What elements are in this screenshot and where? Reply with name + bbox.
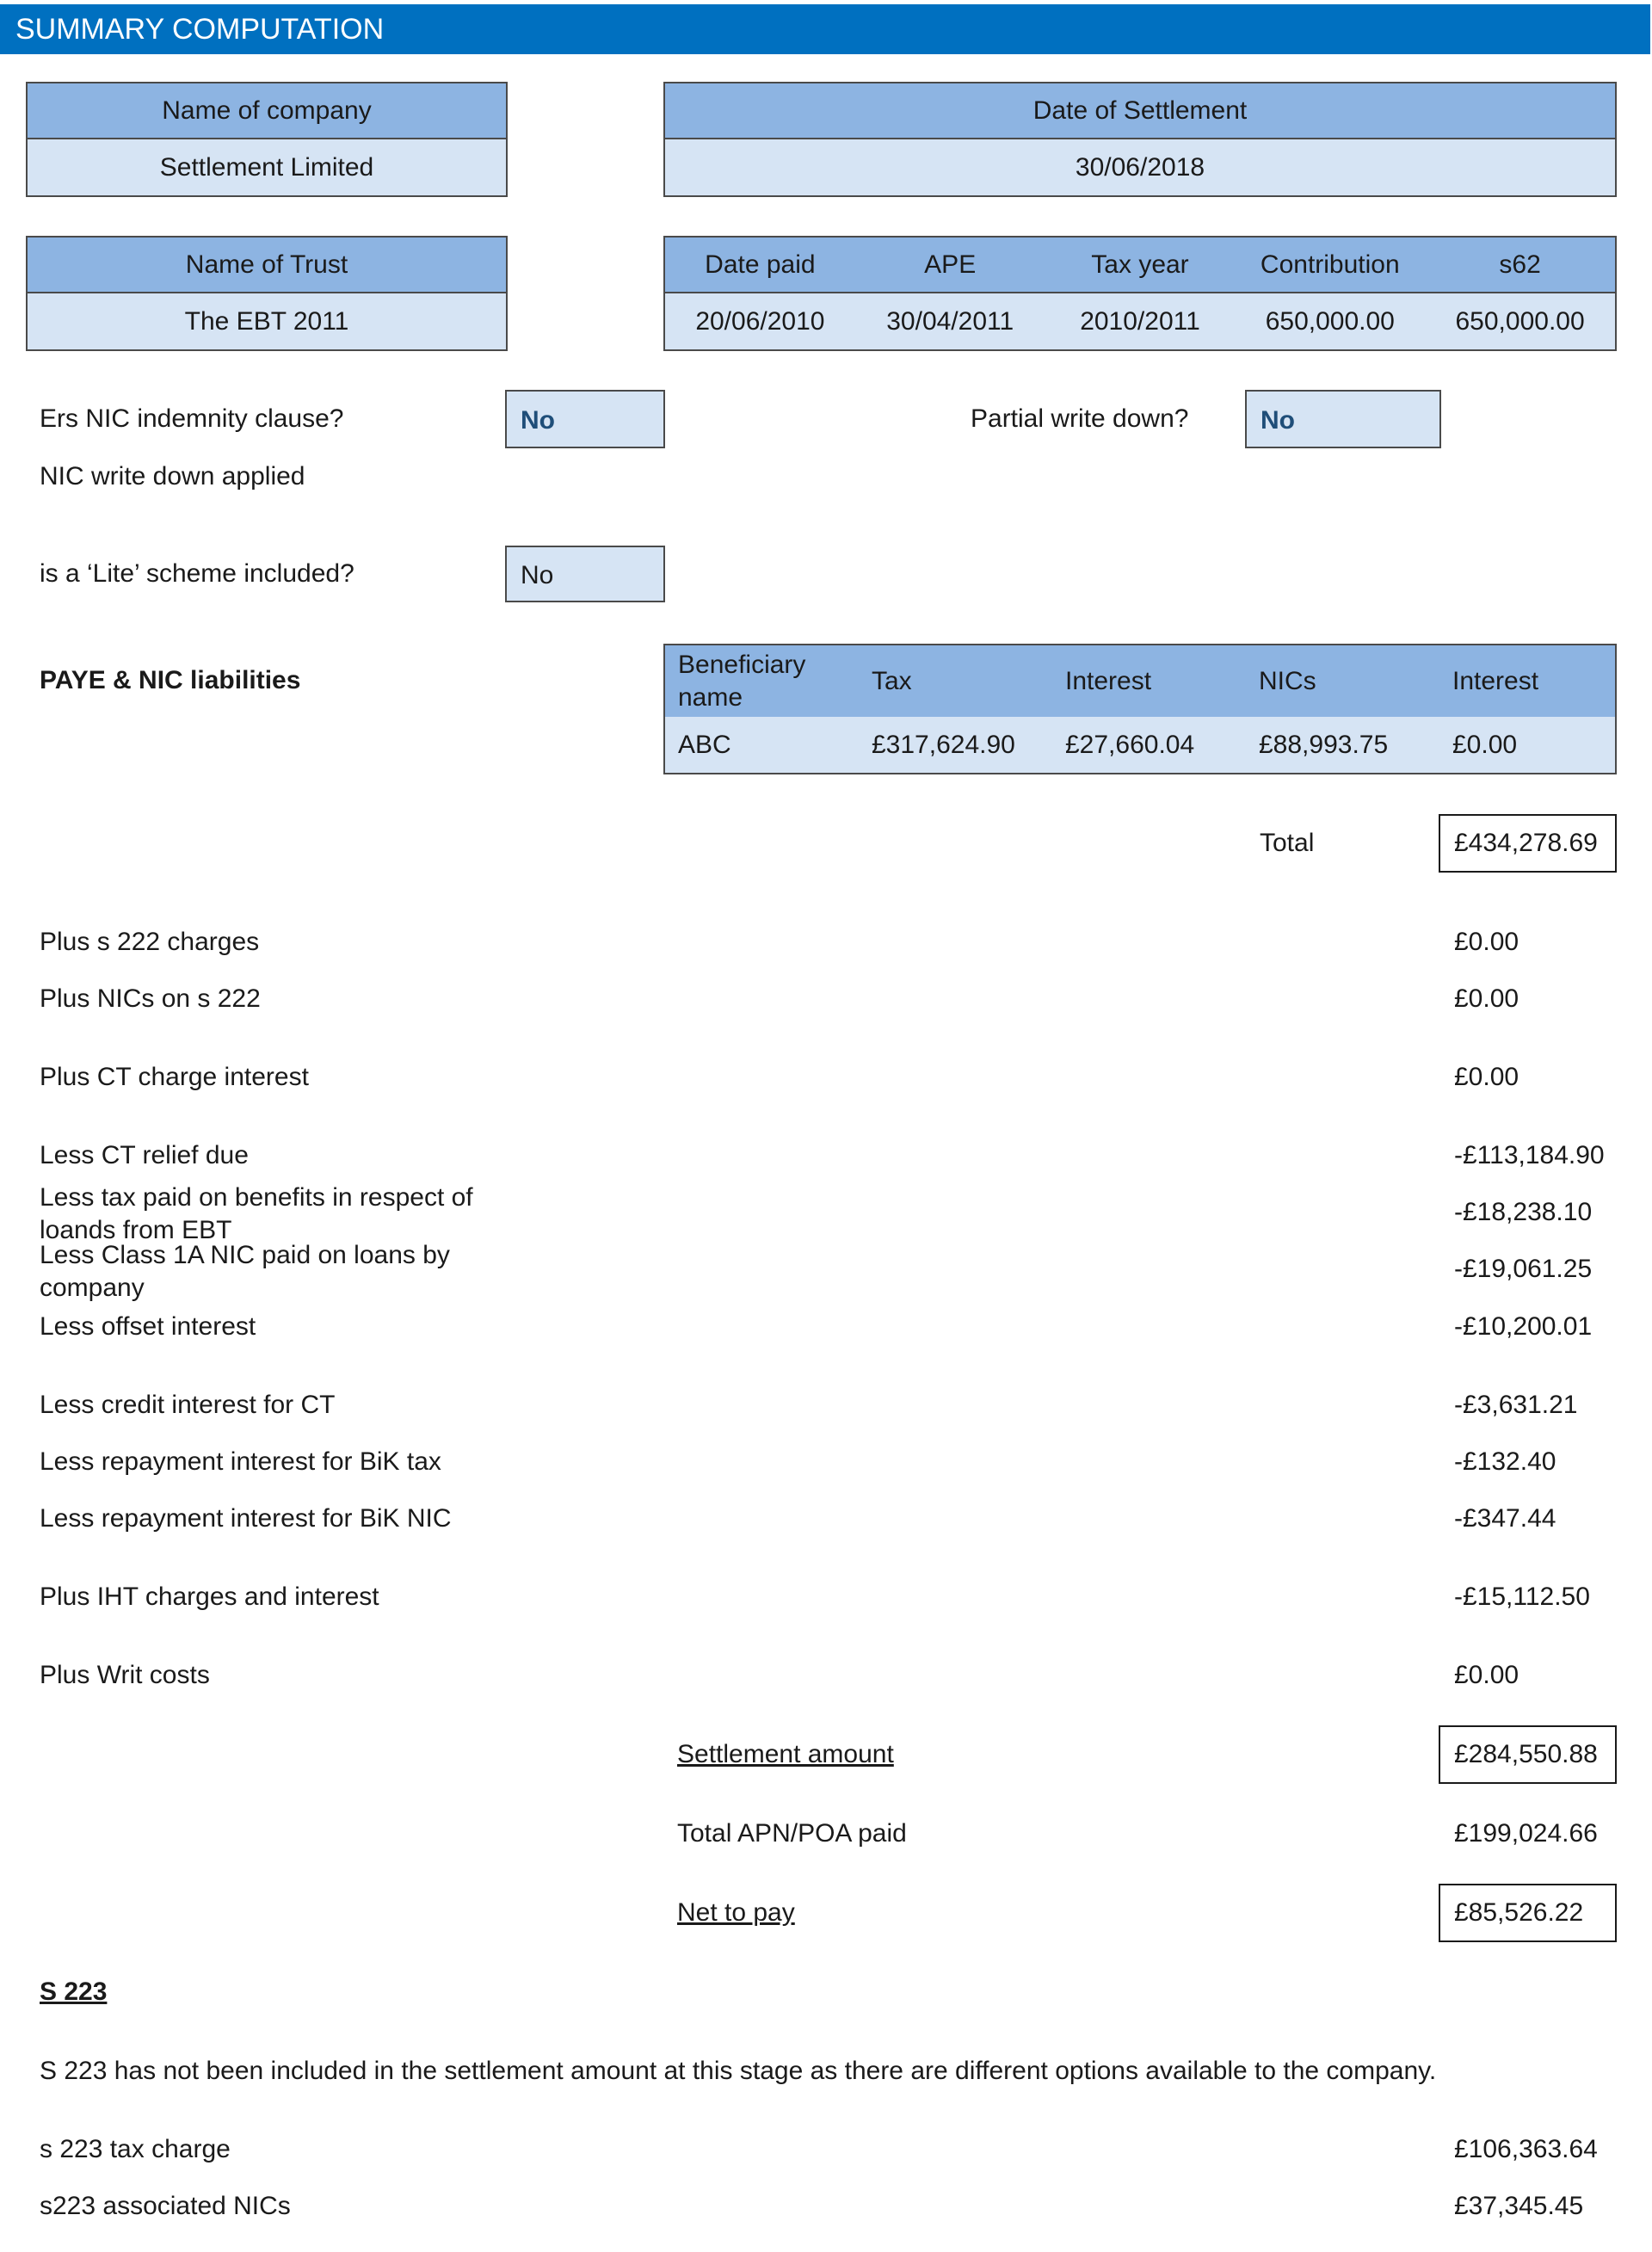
settlement-amount-value: £284,550.88 [1454, 1740, 1598, 1768]
contribution-header: APE [924, 250, 977, 279]
adjustment-label: Plus NICs on s 222 [40, 984, 261, 1013]
lite-scheme-value: No [521, 561, 554, 589]
adjustment-value: -£347.44 [1454, 1504, 1556, 1533]
contribution-header: s62 [1499, 250, 1541, 279]
contribution-table [663, 236, 1617, 351]
adjustment-value: £0.00 [1454, 1063, 1519, 1091]
s223-tax-value: £106,363.64 [1454, 2135, 1598, 2163]
adjustment-value: -£18,238.10 [1454, 1198, 1593, 1226]
ers-nic-field[interactable] [505, 390, 665, 448]
contribution-cell: 650,000.00 [1265, 306, 1395, 336]
contribution-header: Date paid [705, 250, 816, 279]
paye-cell-tax: £317,624.90 [872, 730, 1015, 759]
partial-write-down-label: Partial write down? [971, 404, 1189, 433]
apn-value: £199,024.66 [1454, 1819, 1598, 1848]
settlement-date-label: Date of Settlement [1032, 96, 1248, 125]
net-to-pay-box [1439, 1884, 1617, 1942]
paye-cell-interest: £27,660.04 [1065, 730, 1195, 759]
ers-nic-value: No [521, 406, 555, 435]
paye-header-beneficiary: Beneficiary name [678, 651, 806, 712]
apn-label: Total APN/POA paid [677, 1819, 907, 1848]
paye-header-nics: NICs [1259, 666, 1316, 695]
adjustment-label: Less credit interest for CT [40, 1391, 336, 1419]
page-banner: SUMMARY COMPUTATION [0, 4, 1650, 54]
net-to-pay-value: £85,526.22 [1454, 1898, 1584, 1927]
adjustment-value: -£10,200.01 [1454, 1312, 1593, 1341]
adjustment-label: Plus Writ costs [40, 1661, 210, 1689]
paye-header-nic-interest: Interest [1452, 666, 1539, 695]
contribution-header: Tax year [1091, 250, 1189, 279]
nic-write-down-label: NIC write down applied [40, 462, 305, 491]
partial-write-down-field[interactable] [1245, 390, 1441, 448]
paye-header-tax: Tax [872, 666, 912, 695]
ers-nic-label: Ers NIC indemnity clause? [40, 404, 344, 433]
adjustment-value: -£15,112.50 [1454, 1583, 1590, 1611]
contribution-cell: 30/04/2011 [886, 306, 1014, 336]
s223-heading: S 223 [40, 1977, 108, 2006]
adjustment-value: -£113,184.90 [1454, 1141, 1605, 1169]
s223-nic-label: s223 associated NICs [40, 2192, 291, 2220]
adjustment-value: -£19,061.25 [1454, 1255, 1593, 1283]
adjustment-label: Plus IHT charges and interest [40, 1583, 379, 1611]
paye-total-label: Total [1260, 829, 1315, 857]
paye-total-value: £434,278.69 [1454, 829, 1598, 857]
paye-total-box [1439, 814, 1617, 873]
lite-scheme-label: is a ‘Lite’ scheme included? [40, 559, 354, 588]
net-to-pay-label: Net to pay [677, 1898, 795, 1927]
adjustment-label: Less CT relief due [40, 1141, 249, 1169]
adjustment-label: Less Class 1A NIC paid on loans by company [40, 1241, 450, 1302]
adjustment-label: Plus s 222 charges [40, 928, 260, 956]
adjustment-label: Plus CT charge interest [40, 1063, 309, 1091]
company-value: Settlement Limited [159, 152, 374, 182]
trust-label: Name of Trust [185, 250, 348, 279]
s223-nic-value: £37,345.45 [1454, 2192, 1584, 2220]
settlement-date-value: 30/06/2018 [1075, 152, 1205, 182]
paye-cell-nic-interest: £0.00 [1452, 730, 1518, 759]
company-box [26, 82, 508, 197]
company-label: Name of company [162, 96, 372, 125]
adjustment-label: Less tax paid on benefits in respect of loands from EBT [40, 1183, 473, 1244]
contribution-header: Contribution [1260, 250, 1400, 279]
contribution-cell: 20/06/2010 [695, 306, 825, 336]
adjustment-label: Less offset interest [40, 1312, 256, 1341]
adjustment-value: -£132.40 [1454, 1447, 1556, 1476]
s223-tax-label: s 223 tax charge [40, 2135, 231, 2163]
adjustment-label: Less repayment interest for BiK NIC [40, 1504, 452, 1533]
adjustment-label: Less repayment interest for BiK tax [40, 1447, 441, 1476]
adjustment-value: -£3,631.21 [1454, 1391, 1578, 1419]
settlement-amount-label: Settlement amount [677, 1740, 894, 1768]
paye-table [663, 644, 1617, 774]
adjustment-value: £0.00 [1454, 984, 1519, 1013]
lite-scheme-field[interactable] [505, 546, 665, 602]
partial-write-down-value: No [1261, 406, 1295, 435]
paye-header-interest: Interest [1065, 666, 1152, 695]
settlement-amount-box [1439, 1725, 1617, 1784]
paye-cell-nics: £88,993.75 [1259, 730, 1389, 759]
contribution-cell: 2010/2011 [1080, 306, 1200, 336]
adjustment-value: £0.00 [1454, 928, 1519, 956]
paye-cell-beneficiary: ABC [678, 730, 731, 759]
contribution-cell: 650,000.00 [1455, 306, 1585, 336]
settlement-date-box [663, 82, 1617, 197]
trust-box [26, 236, 508, 351]
paye-nic-label: PAYE & NIC liabilities [40, 666, 301, 694]
s223-note: S 223 has not been included in the settlement amount at this stage as there are different options available to the company. [40, 2057, 1437, 2085]
adjustment-value: £0.00 [1454, 1661, 1519, 1689]
trust-value: The EBT 2011 [184, 306, 349, 336]
